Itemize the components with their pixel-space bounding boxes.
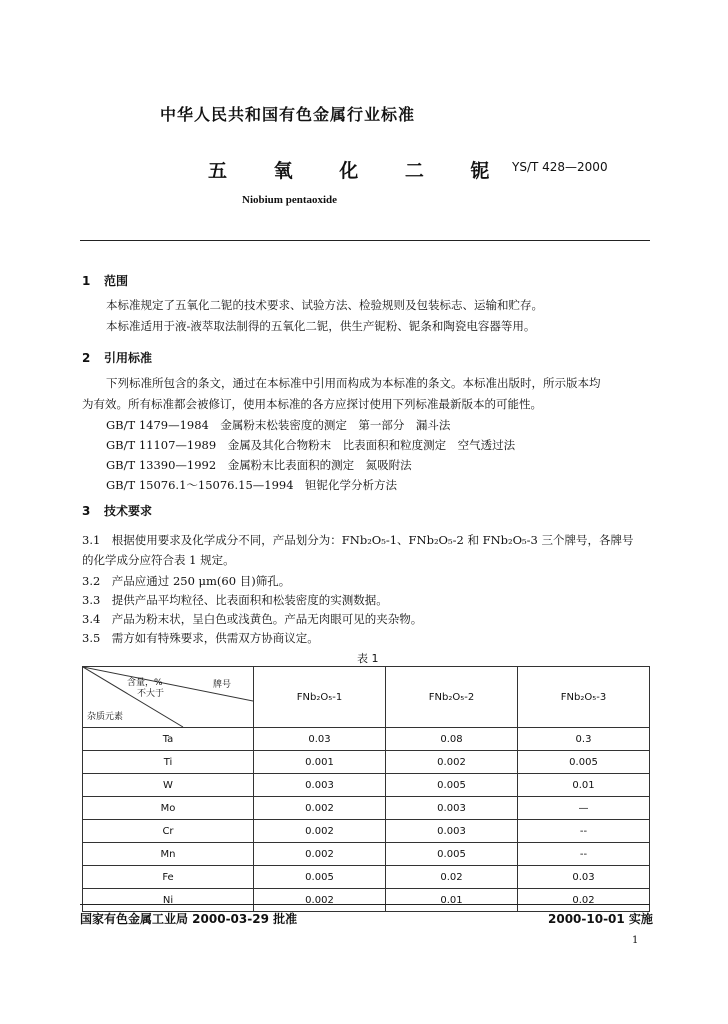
column-header: FNb₂O₅-3 [518,667,650,728]
element-cell: W [83,774,254,797]
header-impurity-label: 杂质元素 [87,712,124,722]
element-cell: Fe [83,866,254,889]
table-row [83,797,650,820]
value-cell: 0.003 [386,797,518,820]
implementation-date: 2000-10-01 实施 [548,912,653,926]
table-row [83,751,650,774]
value-cell: 0.002 [254,843,386,866]
english-title: Niobium pentaoxide [242,194,338,206]
value-cell: 0.003 [254,774,386,797]
section-2-para-1b: 为有效。所有标准都会被修订，使用本标准的各方应探讨使用下列标准最新版本的可能性。 [82,397,542,411]
table-row [83,774,650,797]
header-divider [80,240,650,241]
value-cell: -- [518,843,650,866]
element-cell: Ni [83,889,254,912]
value-cell: 0.002 [386,751,518,774]
standard-category-title: 中华人民共和国有色金属行业标准 [160,105,416,124]
value-cell: -- [518,820,650,843]
column-header: FNb₂O₅-2 [386,667,518,728]
header-content-label: 含量，% [127,678,163,688]
clause-3-2: 3.2 产品应通过 250 μm(60 目)筛孔。 [82,574,291,588]
element-cell: Mn [83,843,254,866]
value-cell: 0.08 [386,728,518,751]
section-3-number: 3 [82,504,91,518]
table-row [83,866,650,889]
element-cell: Cr [83,820,254,843]
section-1-title: 范围 [104,274,129,288]
reference-item: GB/T 1479—1984 金属粉末松装密度的测定 第一部分 漏斗法 [106,418,451,432]
clause-3-1b: 的化学成分应符合表 1 规定。 [82,553,235,567]
value-cell: 0.005 [386,843,518,866]
section-2-para-1a: 下列标准所包含的条文，通过在本标准中引用而构成为本标准的条文。本标准出版时，所示版本均 [106,376,601,390]
clause-3-3: 3.3 提供产品平均粒径、比表面积和松装密度的实测数据。 [82,593,388,607]
column-header: FNb₂O₅-1 [254,667,386,728]
value-cell: 0.002 [254,820,386,843]
standard-number: YS/T 428—2000 [512,160,608,174]
table-row [83,843,650,866]
value-cell: 0.02 [518,889,650,912]
document-title: 五 氧 化 二 铌 [208,160,510,182]
table-header-row [83,667,650,728]
element-cell: Ta [83,728,254,751]
element-cell: Mo [83,797,254,820]
value-cell: 0.01 [518,774,650,797]
value-cell: 0.001 [254,751,386,774]
section-1-heading [82,272,128,289]
section-1-para-2: 本标准适用于液-液萃取法制得的五氧化二铌，供生产铌粉、铌条和陶瓷电容器等用。 [106,319,536,333]
page-number: 1 [632,935,639,946]
header-limit-label: 不大于 [137,689,165,699]
value-cell: 0.01 [386,889,518,912]
value-cell: — [518,797,650,820]
table-row [83,820,650,843]
section-2-heading [82,349,152,366]
table-diagonal-header-cell [83,667,254,728]
value-cell: 0.005 [518,751,650,774]
table-row [83,728,650,751]
clause-3-1a: 3.1 根据使用要求及化学成分不同，产品划分为：FNb₂O₅-1、FNb₂O₅-2 和 FNb₂O₅-3 三个牌号，各牌号 [82,533,634,547]
section-3-heading [82,502,152,519]
footer-divider [80,904,650,905]
reference-item: GB/T 15076.1～15076.15—1994 钽铌化学分析方法 [106,478,398,492]
value-cell: 0.03 [518,866,650,889]
element-cell: Ti [83,751,254,774]
section-2-number: 2 [82,351,91,365]
value-cell: 0.003 [386,820,518,843]
value-cell: 0.002 [254,889,386,912]
section-1-number: 1 [82,274,91,288]
header-grade-label: 牌号 [213,680,232,690]
clause-3-4: 3.4 产品为粉末状，呈白色或浅黄色。产品无肉眼可见的夹杂物。 [82,612,423,626]
approval-info: 国家有色金属工业局 2000-03-29 批准 [80,912,298,926]
value-cell: 0.03 [254,728,386,751]
table-row [83,889,650,912]
value-cell: 0.002 [254,797,386,820]
composition-table [82,666,650,912]
value-cell: 0.3 [518,728,650,751]
section-2-title: 引用标准 [104,351,153,365]
clause-3-5: 3.5 需方如有特殊要求，供需双方协商议定。 [82,631,319,645]
value-cell: 0.02 [386,866,518,889]
value-cell: 0.005 [386,774,518,797]
section-1-para-1: 本标准规定了五氧化二铌的技术要求、试验方法、检验规则及包装标志、运输和贮存。 [106,298,543,312]
value-cell: 0.005 [254,866,386,889]
reference-item: GB/T 13390—1992 金属粉末比表面积的测定 氮吸附法 [106,458,412,472]
reference-item: GB/T 11107—1989 金属及其化合物粉末 比表面积和粒度测定 空气透过法 [106,438,516,452]
section-3-title: 技术要求 [104,504,153,518]
table-caption: 表 1 [357,652,379,665]
